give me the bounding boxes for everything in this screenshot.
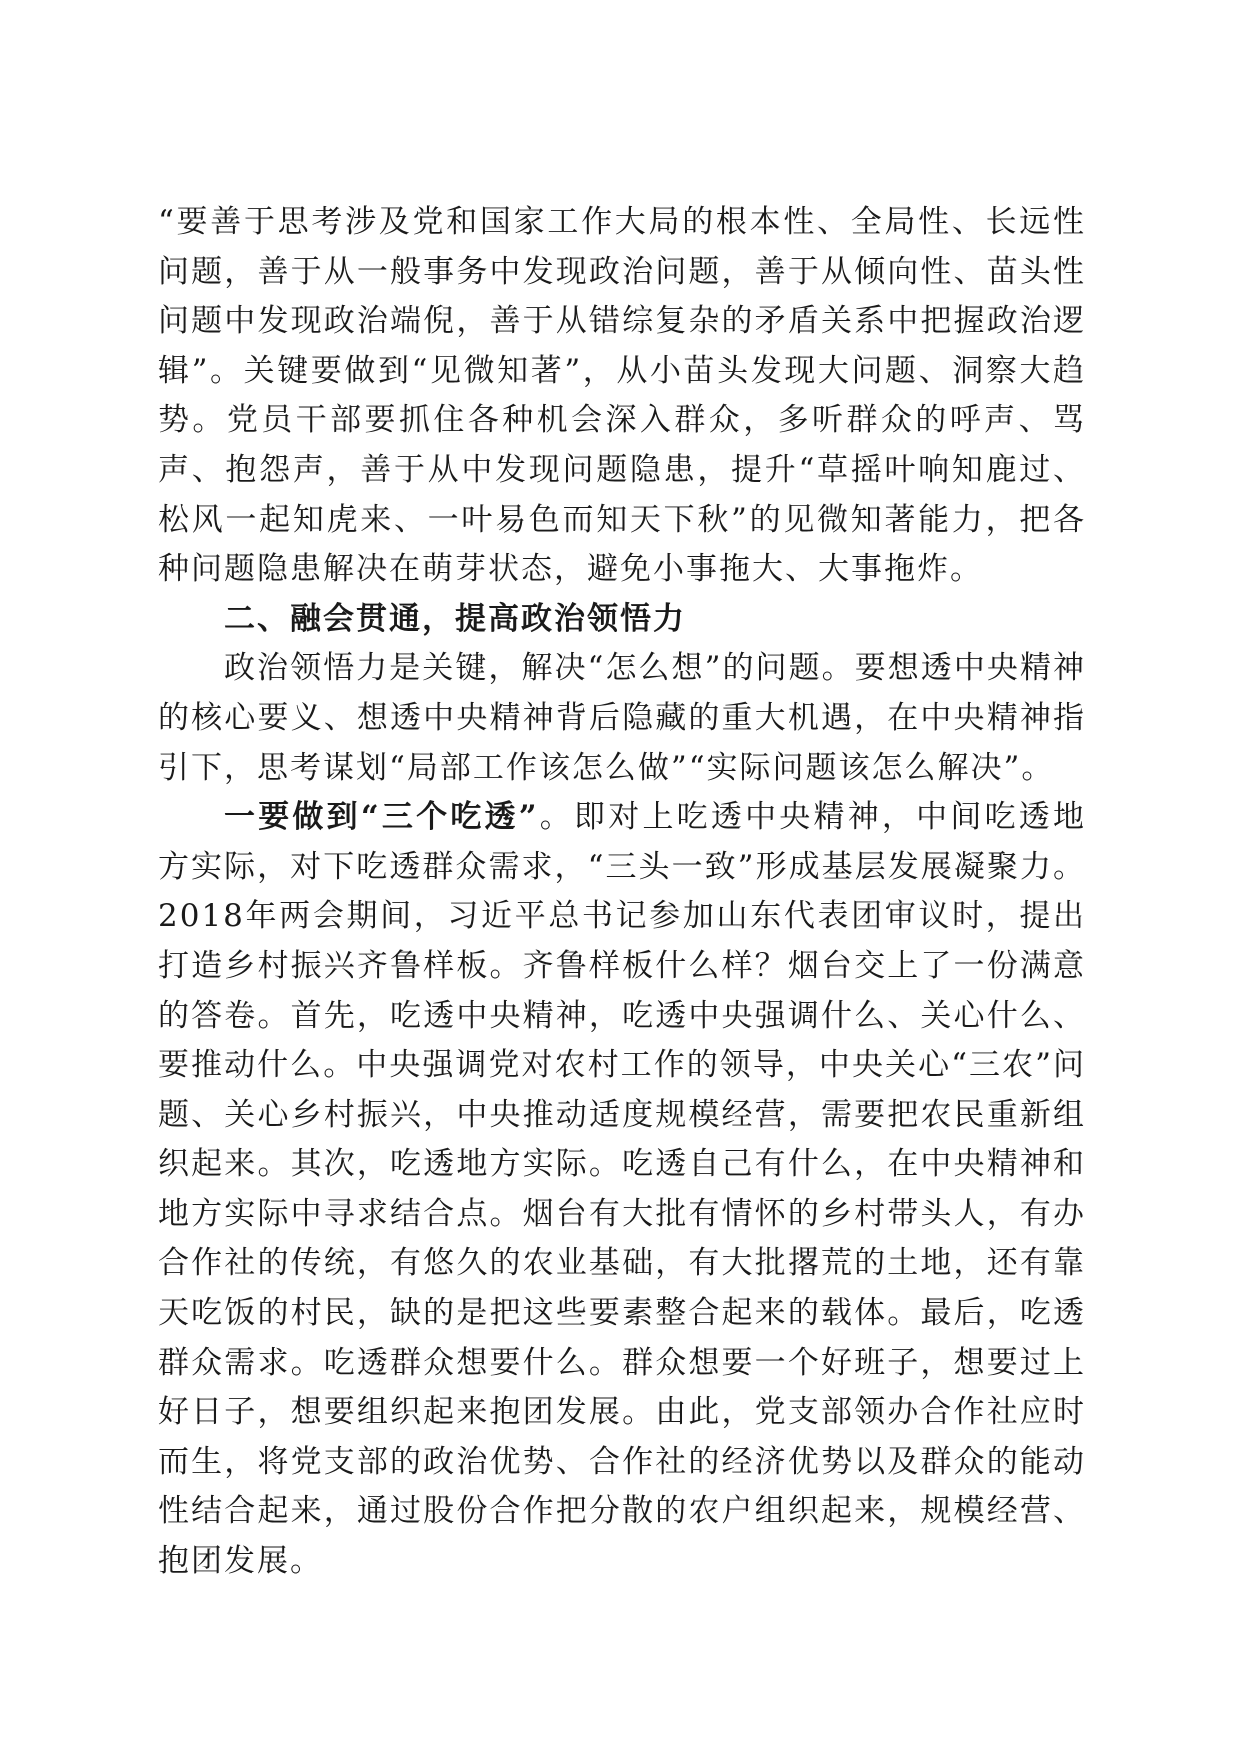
section-heading-2: 二、融会贯通，提高政治领悟力 xyxy=(224,600,686,637)
paragraph-political-comprehension: 政治领悟力是关键，解决“怎么想”的问题。要想透中央精神的核心要义、想透中央精神背后隐藏的重大机遇，在中央精神指引下，思考谋划“局部工作该怎么做”“实际问题该怎么解决”。 xyxy=(158,650,1086,786)
paragraph-three-understandings xyxy=(158,793,1086,1587)
document-body xyxy=(158,198,1086,1587)
paragraph-body-text: 。即对上吃透中央精神，中间吃透地方实际，对下吃透群众需求，“三头一致”形成基层发展凝聚力。2018年两会期间，习近平总书记参加山东代表团审议时，提出打造乡村振兴齐鲁样板。齐鲁样板什么样？烟台交上了一份满意的答卷。首先，吃透中央精神，吃透中央强调什么、关心什么、要推动什么。中央强调党对农村工作的领导，中央关心“三农”问题、关心乡村振兴，中央推动适度规模经营，需要把农民重新组织起来。其次，吃透地方实际。吃透自己有什么，在中央精神和地方实际中寻求结合点。烟台有大批有情怀的乡村带头人，有办合作社的传统，有悠久的农业基础，有大批撂荒的土地，还有靠天吃饭的村民，缺的是把这些要素整合起来的载体。最后，吃透群众需求。吃透群众想要什么。群众想要一个好班子，想要过上好日子，想要组织起来抱团发展。由此，党支部领办合作社应时而生，将党支部的政治优势、合作社的经济优势以及群众的能动性结合起来，通过股份合作把分散的农户组织起来，规模经营、抱团发展。 xyxy=(158,799,1087,1580)
paragraph-lead-bold: 一要做到“三个吃透” xyxy=(224,799,539,836)
paragraph-continued: “要善于思考涉及党和国家工作大局的根本性、全局性、长远性问题，善于从一般事务中发现政治问题，善于从倾向性、苗头性问题中发现政治端倪，善于从错综复杂的矛盾关系中把握政治逻辑”。关键要做到“见微知著”，从小苗头发现大问题、洞察大趋势。党员干部要抓住各种机会深入群众，多听群众的呼声、骂声、抱怨声，善于从中发现问题隐患，提升“草摇叶响知鹿过、松风一起知虎来、一叶易色而知天下秋”的见微知著能力，把各种问题隐患解决在萌芽状态，避免小事拖大、大事拖炸。 xyxy=(158,204,1086,588)
